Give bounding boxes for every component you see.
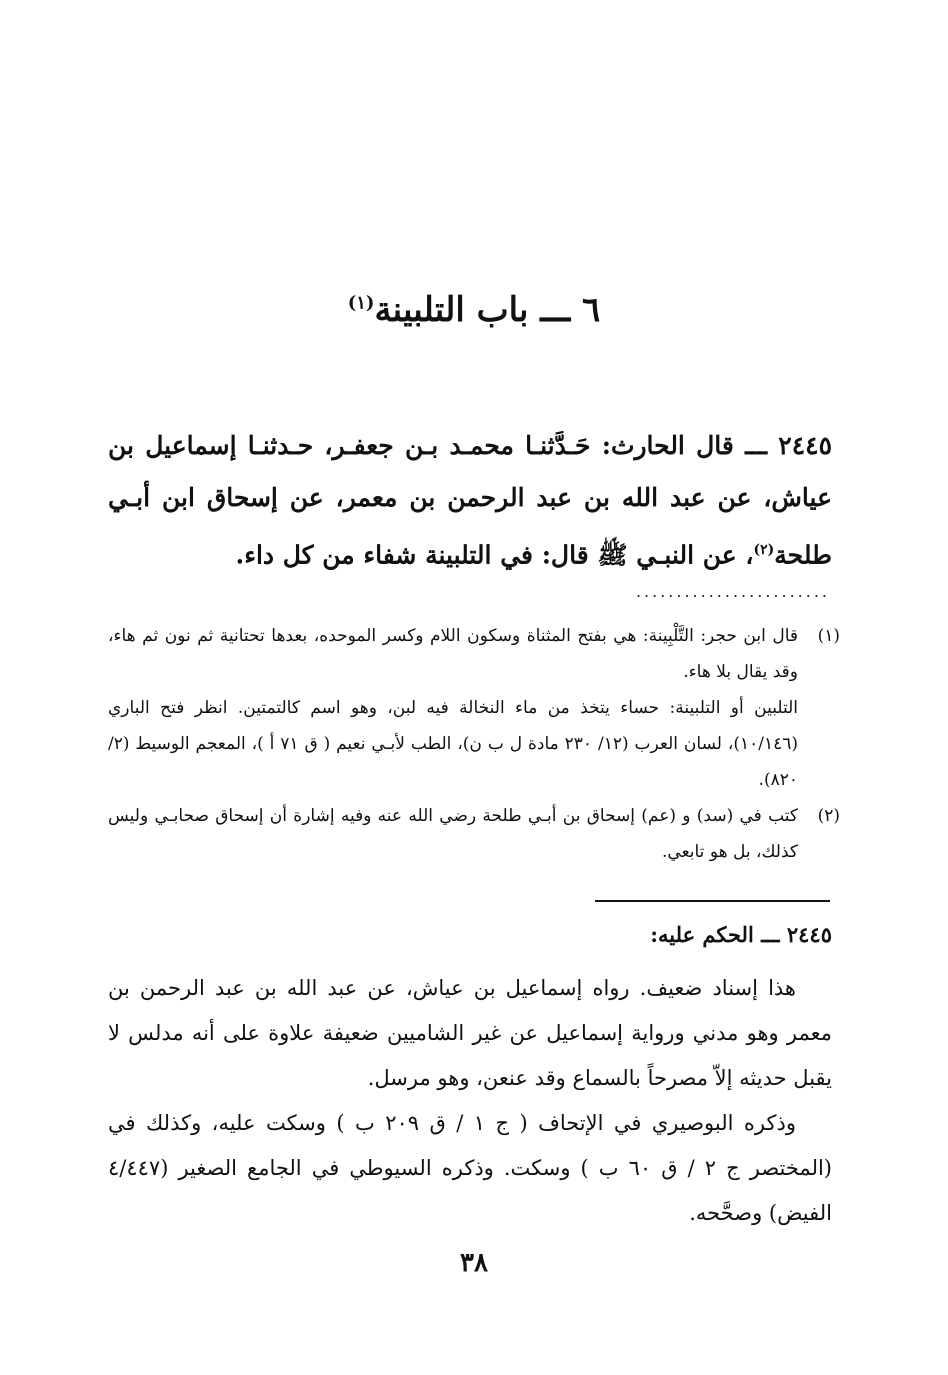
footnote-separator: ........................ (635, 582, 830, 601)
ruling-paragraph-1: هذا إسناد ضعيف. رواه إسماعيل بن عياش، عن عبد الله بن عبد الرحمن بن معمر وهو مدني ورواية إسماعيل عن غير الشاميين ضعيفة علاوة على أنه مدلس لا يقبل حديثه إلاّ مصرحاً بالسماع وقد عنعن، وهو مرسل. (108, 976, 832, 1090)
hadith-text-part1: ـــ قال الحارث: حَـدَّثنـا محمـد بـن جعفـر، حـدثنـا إسماعيل بن عياش، عن عبد الله بن عبد الرحمن بن معمر، عن إسحاق ابن أبـي طلحة (108, 431, 832, 570)
page-number: ٣٨ (460, 1248, 488, 1278)
footnote-1-number: (١) (817, 626, 840, 646)
chapter-title (0, 290, 948, 330)
footnote-2-number: (٢) (817, 806, 840, 826)
footnote-2-text: كتب في (سد) و (عم) إسحاق بن أبـي طلحة رضي الله عنه وفيه إشارة أن إسحاق صحابـي وليس كذلك، بل هو تابعي. (108, 806, 798, 862)
chapter-footnote-ref: (١) (347, 292, 375, 314)
ruling-section (108, 966, 832, 1236)
section-divider (595, 900, 830, 902)
hadith-footnote-ref: (٢) (753, 542, 775, 558)
hadith-number: ٢٤٤٥ (778, 431, 832, 460)
ruling-heading: ٢٤٤٥ ـــ الحكم عليه: (650, 922, 832, 947)
footnote-2 (108, 798, 840, 870)
hadith-text-part2: ، عن النبـي ﷺ قال: في التلبينة شفاء من كل داء. (235, 540, 754, 570)
footnotes (108, 618, 840, 870)
footnote-1-continuation: التلبين أو التلبينة: حساء يتخذ من ماء النخالة فيه لبن، وهو اسم كالتمتين. انظر فتح الباري (١٠/١٤٦)، لسان العرب (١٢/ ٢٣٠ مادة ل ب ن)، الطب لأبـي نعيم ( ق ٧١ أ )، المعجم الوسيط (٢/ ٨٢٠). (108, 698, 798, 790)
footnote-1 (108, 618, 840, 690)
chapter-title-text: ٦ ـــ باب التلبينة (374, 290, 601, 330)
hadith-text (108, 420, 832, 581)
ruling-paragraph-2: وذكره البوصيري في الإتحاف ( ج ١ / ق ٢٠٩ ب ) وسكت عليه، وكذلك في (المختصر ج ٢ / ق ٦٠ ب ) وسكت. وذكره السيوطي في الجامع الصغير (٤/٤٤٧ الفيض) وصحَّحه. (108, 1111, 832, 1225)
footnote-1-text: قال ابن حجر: التَّلْبِينة: هي بفتح المثناة وسكون اللام وكسر الموحده، بعدها تحتانية ثم نون ثم هاء، وقد يقال بلا هاء. (108, 626, 798, 682)
